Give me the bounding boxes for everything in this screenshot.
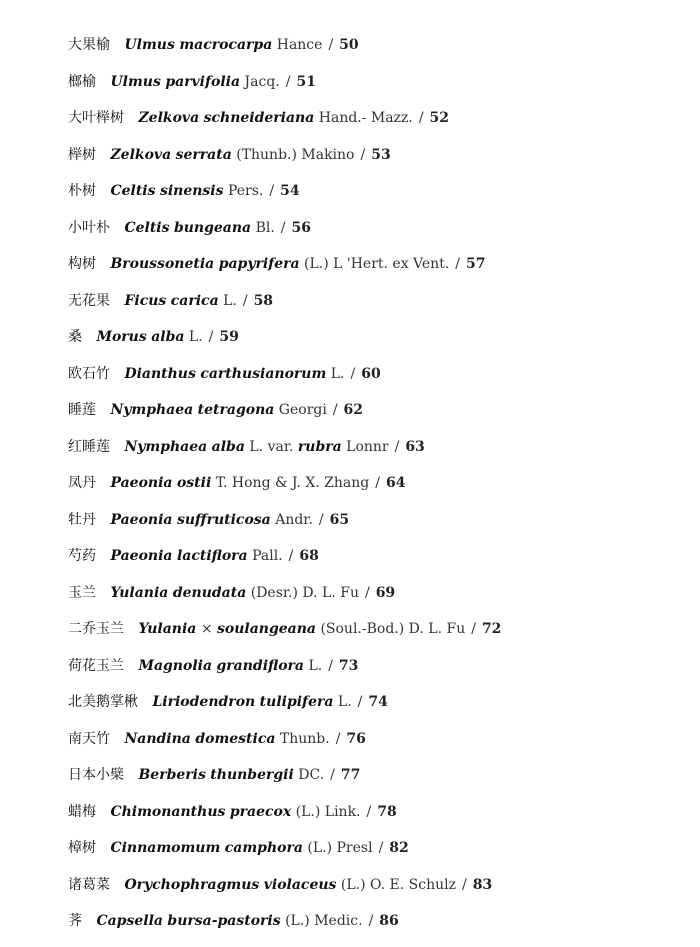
species-epithet: domestica [195, 730, 276, 747]
author-citation: L. [337, 694, 352, 710]
chinese-name: 樟树 [68, 840, 96, 856]
index-entry [68, 545, 501, 582]
author-citation: Hand.- Mazz. [318, 110, 413, 126]
index-entry [68, 837, 501, 874]
page-number: 53 [371, 146, 391, 163]
species-epithet: macrocarpa [179, 37, 273, 53]
index-entry [68, 107, 501, 144]
index-entry [68, 144, 501, 181]
page-number: 63 [405, 438, 425, 455]
genus-name: Yulania [138, 621, 197, 637]
separator-slash: / [418, 110, 424, 126]
index-entry [68, 509, 501, 546]
genus-name: Liriodendron [152, 694, 256, 710]
species-epithet: violaceus [263, 876, 337, 893]
index-entry [68, 436, 501, 473]
author-citation: L. [330, 365, 345, 382]
chinese-name: 荷花玉兰 [68, 657, 124, 674]
separator-slash: / [366, 803, 372, 820]
chinese-name: 无花果 [68, 292, 110, 309]
separator-slash: / [394, 438, 400, 455]
author-citation: Pers. [227, 183, 264, 199]
genus-name: Broussonetia [110, 256, 215, 272]
page-number: 78 [377, 803, 397, 820]
index-entry [68, 253, 501, 290]
index-entry [68, 326, 501, 363]
separator-slash: / [288, 548, 294, 564]
separator-slash: / [285, 73, 291, 90]
species-epithet: carthusianorum [200, 365, 327, 382]
chinese-name: 大果榆 [68, 37, 110, 53]
page-number: 54 [280, 183, 300, 199]
chinese-name: 凤丹 [68, 475, 96, 491]
separator-slash: / [242, 292, 248, 309]
species-epithet: thunbergii [210, 767, 294, 783]
species-epithet: lactiflora [176, 548, 248, 564]
author-citation: Andr. [275, 511, 313, 528]
separator-slash: / [471, 621, 476, 637]
species-epithet: bungeana [173, 219, 252, 236]
chinese-name: 小叶朴 [68, 219, 110, 236]
page-number: 72 [481, 621, 502, 637]
chinese-name: 牡丹 [68, 511, 96, 528]
chinese-name: 芍药 [68, 548, 96, 564]
page-number: 86 [379, 913, 399, 929]
page-number: 58 [253, 292, 274, 309]
separator-slash: / [208, 329, 214, 345]
page-number: 83 [472, 876, 493, 893]
page-number: 65 [329, 511, 350, 528]
species-epithet: praecox [229, 803, 292, 820]
chinese-name: 欧石竹 [68, 365, 110, 382]
genus-name: Orychophragmus [124, 876, 260, 893]
author-citation: L. [188, 329, 203, 345]
page-number: 77 [340, 767, 361, 783]
page-number: 56 [291, 219, 311, 236]
chinese-name: 玉兰 [68, 584, 96, 601]
genus-name: Capsella [96, 913, 163, 929]
author-citation: (L.) Presl [307, 840, 373, 856]
author-citation: L. [308, 657, 323, 674]
author-citation: Pall. [252, 548, 283, 564]
index-entry [68, 801, 501, 838]
author-citation: (Thunb.) Makino [236, 146, 355, 163]
index-entry [68, 910, 501, 947]
genus-name: Nymphaea [110, 402, 194, 418]
separator-slash: / [378, 840, 384, 856]
author-citation: DC. [298, 767, 325, 783]
page-number: 68 [299, 548, 319, 564]
genus-name: Nymphaea [124, 438, 208, 455]
author-citation: (L.) Medic. [285, 913, 363, 929]
author-citation: (L.) L 'Hert. ex Vent. [304, 256, 450, 272]
genus-name: Cinnamomum [110, 840, 221, 856]
chinese-name: 大叶榉树 [68, 110, 124, 126]
index-entry [68, 472, 501, 509]
genus-name: Paeonia [110, 475, 173, 491]
author-citation: Georgi [278, 402, 327, 418]
page-number: 50 [339, 37, 359, 53]
separator-slash: / [330, 767, 335, 783]
page-number: 62 [343, 402, 364, 418]
separator-slash: / [328, 657, 333, 674]
species-epithet: schneideriana [203, 110, 315, 126]
separator-slash: / [360, 146, 366, 163]
author-citation: L. [223, 292, 237, 309]
species-epithet: sinensis [159, 183, 224, 199]
species-epithet: grandiflora [216, 657, 304, 674]
chinese-name: 睡莲 [68, 402, 96, 418]
genus-name: Berberis [138, 767, 206, 783]
separator-slash: / [368, 913, 374, 929]
genus-name: Paeonia [110, 548, 173, 564]
species-epithet: suffruticosa [176, 511, 271, 528]
separator-slash: / [375, 475, 380, 491]
author-citation: (L.) Link. [295, 803, 361, 820]
chinese-name: 北美鹅掌楸 [68, 694, 138, 710]
index-entry [68, 582, 501, 619]
species-epithet: alba [211, 438, 245, 455]
genus-name: Dianthus [124, 365, 196, 382]
species-index-list [68, 34, 501, 947]
genus-name: Yulania [110, 584, 169, 601]
separator-slash: / [280, 219, 286, 236]
page-number: 59 [219, 329, 239, 345]
genus-name: Magnolia [138, 657, 213, 674]
page-number: 51 [296, 73, 316, 90]
separator-slash: / [462, 876, 467, 893]
species-epithet: soulangeana [217, 621, 316, 637]
separator-slash: / [332, 402, 338, 418]
author-citation: Jacq. [244, 73, 280, 90]
species-epithet: serrata [175, 146, 232, 163]
chinese-name: 诸葛菜 [68, 876, 110, 893]
hybrid-sign: × [200, 621, 213, 637]
chinese-name: 榉树 [68, 146, 96, 163]
author-citation: Lonnr [346, 438, 389, 455]
chinese-name: 蜡梅 [68, 803, 96, 820]
index-entry [68, 217, 501, 254]
author-citation: Hance [276, 37, 323, 53]
genus-name: Nandina [124, 730, 191, 747]
page-number: 64 [385, 475, 406, 491]
page-number: 76 [346, 730, 366, 747]
index-entry [68, 290, 501, 327]
species-epithet: ostii [176, 475, 212, 491]
species-epithet: carica [170, 292, 219, 309]
genus-name: Zelkova [110, 146, 172, 163]
genus-name: Ulmus [124, 37, 175, 53]
separator-slash: / [269, 183, 275, 199]
species-epithet: alba [151, 329, 185, 345]
author-citation: T. Hong & J. X. Zhang [215, 475, 370, 491]
chinese-name: 荠 [68, 913, 82, 929]
index-entry [68, 363, 501, 400]
author-citation: Bl. [255, 219, 275, 236]
index-entry [68, 34, 501, 71]
genus-name: Morus [96, 329, 147, 345]
genus-name: Paeonia [110, 511, 173, 528]
index-entry [68, 399, 501, 436]
index-entry [68, 618, 501, 655]
species-epithet: camphora [224, 840, 303, 856]
chinese-name: 构树 [68, 256, 96, 272]
separator-slash: / [328, 37, 334, 53]
chinese-name: 桑 [68, 329, 82, 345]
genus-name: Celtis [110, 183, 156, 199]
page-number: 60 [361, 365, 381, 382]
index-entry [68, 691, 501, 728]
separator-slash: / [455, 256, 460, 272]
genus-name: Zelkova [138, 110, 200, 126]
page-number: 52 [429, 110, 450, 126]
chinese-name: 榔榆 [68, 73, 96, 90]
variety-epithet: rubra [297, 438, 342, 455]
species-epithet: papyrifera [218, 256, 300, 272]
chinese-name: 朴树 [68, 183, 96, 199]
page-number: 57 [465, 256, 486, 272]
genus-name: Ulmus [110, 73, 161, 90]
species-epithet: parvifolia [165, 73, 241, 90]
chinese-name: 二乔玉兰 [68, 621, 124, 637]
genus-name: Chimonanthus [110, 803, 226, 820]
species-epithet: bursa-pastoris [167, 913, 281, 929]
index-entry [68, 180, 501, 217]
variety-marker: L. var. [249, 438, 294, 455]
species-epithet: denudata [172, 584, 247, 601]
genus-name: Celtis [124, 219, 170, 236]
author-citation: (Soul.-Bod.) D. L. Fu [320, 621, 466, 637]
separator-slash: / [350, 365, 356, 382]
page-number: 82 [389, 840, 409, 856]
species-epithet: tetragona [197, 402, 275, 418]
separator-slash: / [364, 584, 370, 601]
author-citation: Thunb. [279, 730, 330, 747]
separator-slash: / [335, 730, 341, 747]
index-entry [68, 874, 501, 911]
index-entry [68, 71, 501, 108]
species-epithet: tulipifera [259, 694, 334, 710]
page-number: 69 [375, 584, 396, 601]
page-number: 74 [368, 694, 388, 710]
chinese-name: 南天竹 [68, 730, 110, 747]
index-entry [68, 764, 501, 801]
separator-slash: / [357, 694, 363, 710]
genus-name: Ficus [124, 292, 167, 309]
chinese-name: 日本小檗 [68, 767, 124, 783]
author-citation: (Desr.) D. L. Fu [250, 584, 359, 601]
chinese-name: 红睡莲 [68, 438, 110, 455]
index-entry [68, 655, 501, 692]
index-entry [68, 728, 501, 765]
separator-slash: / [318, 511, 324, 528]
author-citation: (L.) O. E. Schulz [340, 876, 456, 893]
page-number: 73 [338, 657, 359, 674]
